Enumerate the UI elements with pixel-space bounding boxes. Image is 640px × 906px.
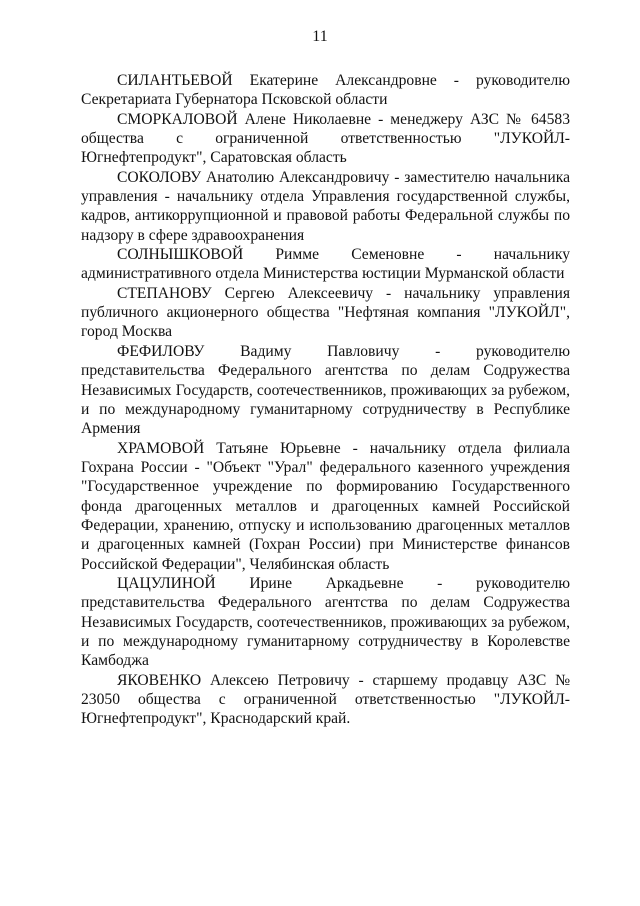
award-entry	[81, 168, 570, 245]
award-entry	[81, 671, 570, 729]
recipient-surname: ЦАЦУЛИНОЙ	[117, 574, 216, 592]
recipient-surname: СОКОЛОВУ	[117, 168, 202, 186]
recipient-details: Сергею Алексеевичу - начальнику управления публичного акционерного общества "Нефтяная компания "ЛУКОЙЛ", город Москва	[81, 284, 570, 341]
award-entry	[81, 71, 570, 110]
recipient-surname: ХРАМОВОЙ	[117, 439, 205, 457]
recipient-surname: СТЕПАНОВУ	[117, 284, 212, 302]
recipient-details: Екатерине Александровне - руководителю Секретариата Губернатора Псковской области	[81, 72, 570, 109]
recipient-surname: СМОРКАЛОВОЙ	[117, 110, 238, 128]
recipient-details: Ирине Аркадьевне - руководителю представительства Федерального агентства по делам Содружества Независимых Государств, соотечественников, проживающих за рубежом, и по международному гуманитарному сотрудничеству в Королевстве Камбоджа	[81, 574, 570, 670]
recipient-surname: ЯКОВЕНКО	[117, 671, 202, 689]
recipient-details: Вадиму Павловичу - руководителю представительства Федерального агентства по делам Содружества Независимых Государств, соотечественников, проживающих за рубежом, и по международному гуманитарному сотрудничеству в Республике Армения	[81, 342, 570, 438]
award-list	[81, 71, 570, 729]
award-entry	[81, 342, 570, 439]
recipient-surname: СИЛАНТЬЕВОЙ	[117, 72, 233, 89]
page-number: 11	[312, 28, 328, 45]
award-entry	[81, 284, 570, 342]
recipient-details: Татьяне Юрьевне - начальнику отдела филиала Гохрана России - "Объект "Урал" федерального казенного учреждения "Государственное учреждение по формированию Государственного фонда драгоценных металлов и драгоценных камней Российской Федерации, хранению, отпуску и использованию драгоценных металлов и драгоценных камней (Гохран России) при Министерстве финансов Российской Федерации", Челябинская область	[81, 439, 570, 573]
recipient-details: Алене Николаевне - менеджеру АЗС № 64583 общества с ограниченной ответственностью "ЛУКОЙЛ-Югнефтепродукт", Саратовская область	[81, 110, 570, 167]
recipient-surname: ФЕФИЛОВУ	[117, 342, 205, 360]
award-entry	[81, 245, 570, 284]
recipient-details: Римме Семеновне - начальнику административного отдела Министерства юстиции Мурманской области	[81, 246, 570, 283]
award-entry	[81, 439, 570, 574]
award-entry	[81, 110, 570, 168]
recipient-details: Анатолию Александровичу - заместителю начальника управления - начальнику отдела Управления государственной службы, кадров, антикоррупционной и правовой работы Федеральной службы по надзору в сфере здравоохранения	[81, 168, 570, 244]
recipient-details: Алексею Петровичу - старшему продавцу АЗС № 23050 общества с ограниченной ответственностью "ЛУКОЙЛ-Югнефтепродукт", Краснодарский край.	[81, 671, 570, 728]
recipient-surname: СОЛНЫШКОВОЙ	[117, 246, 244, 264]
award-entry	[81, 574, 570, 671]
